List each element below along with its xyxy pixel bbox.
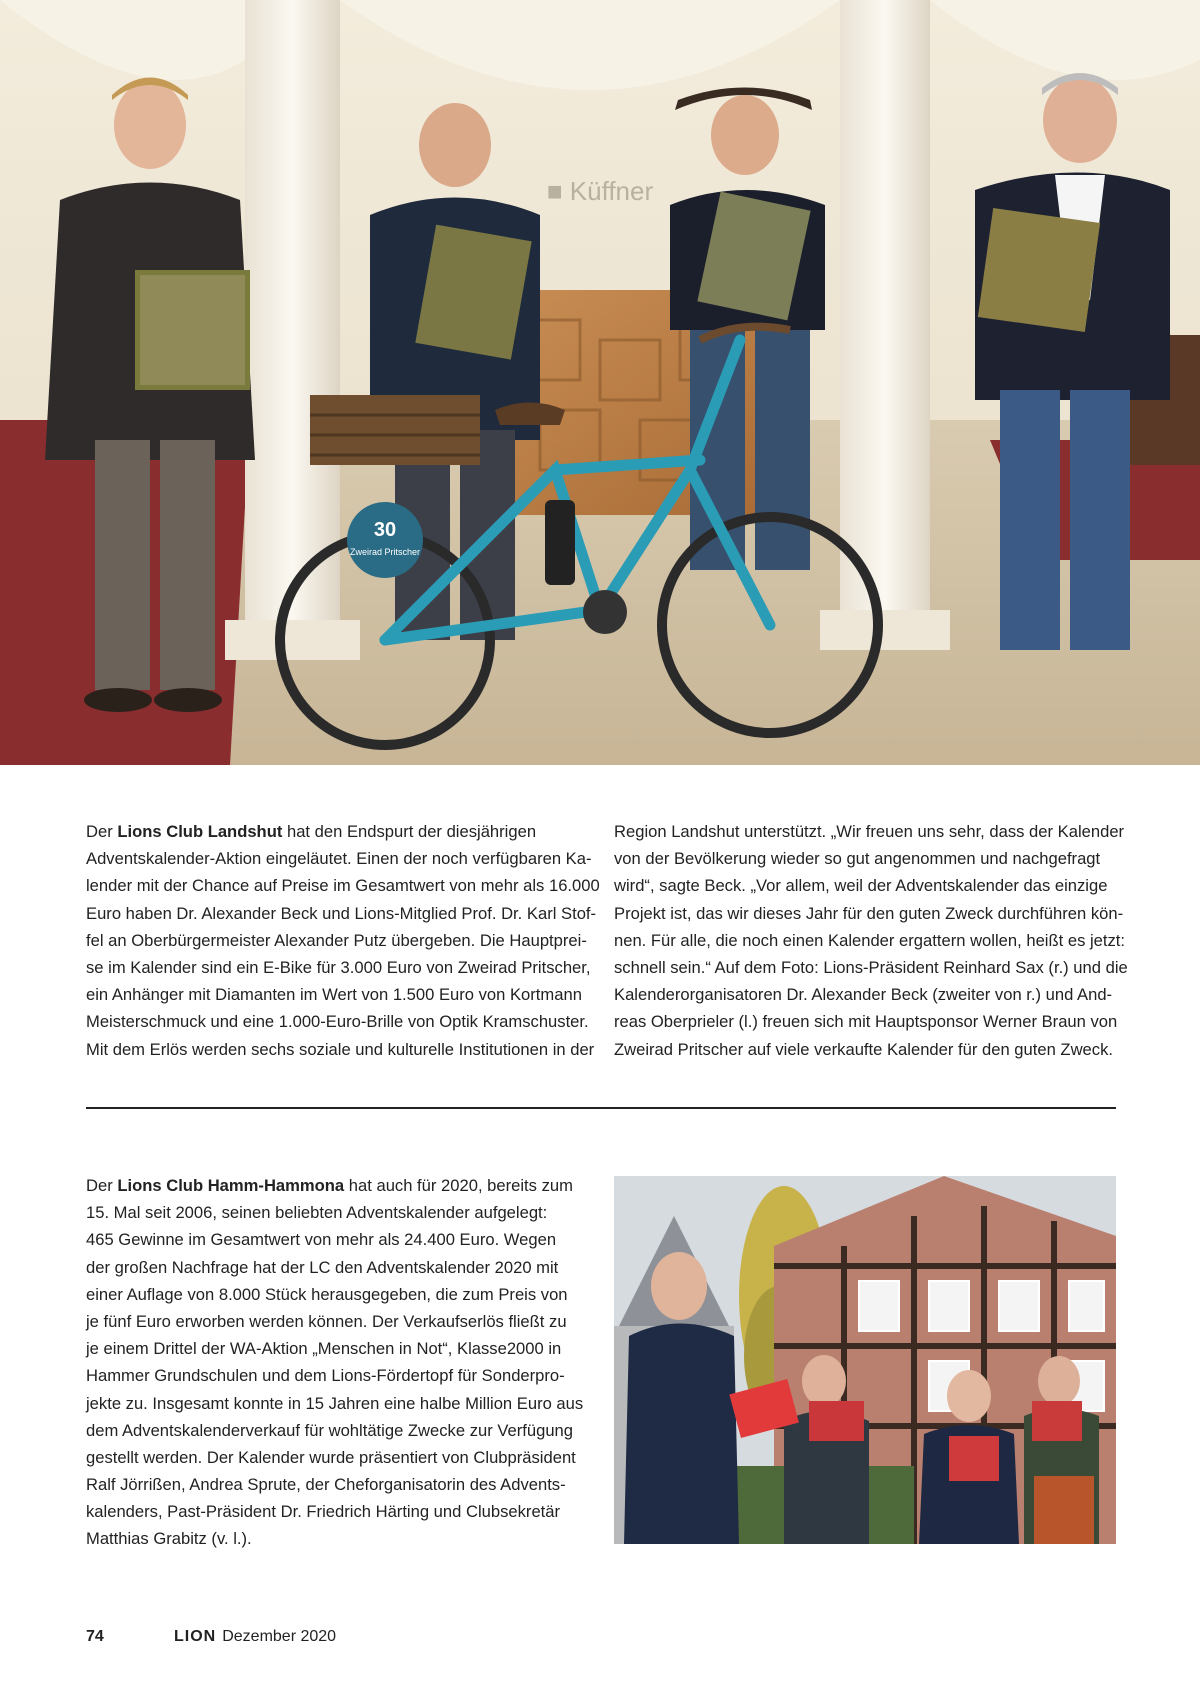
text-line bbox=[614, 1036, 1119, 1063]
article-landshut-column-1 bbox=[86, 818, 600, 1063]
page-footer bbox=[86, 1628, 336, 1646]
text-line bbox=[614, 927, 1126, 954]
text-segment: Hammer Grundschulen und dem Lions-Fördertopf für Sonderpro- bbox=[86, 1366, 565, 1386]
text-line bbox=[614, 981, 1119, 1008]
text-segment: von der Bevölkerung wieder so gut angenommen und nachgefragt bbox=[614, 849, 1101, 869]
text-line bbox=[86, 1226, 586, 1253]
text-segment: schnell sein.“ Auf dem Foto: Lions-Präsident Reinhard Sax (r.) und die bbox=[614, 957, 1128, 977]
text-line bbox=[86, 1525, 586, 1552]
text-segment: Projekt ist, das wir dieses Jahr für den guten Zweck durchführen kön- bbox=[614, 903, 1124, 923]
text-segment: Der bbox=[86, 822, 118, 841]
text-segment: je einem Drittel der WA-Aktion „Menschen in Not“, Klasse2000 in bbox=[86, 1339, 562, 1359]
text-line bbox=[86, 1444, 586, 1471]
text-line bbox=[86, 872, 600, 899]
text-segment: Matthias Grabitz (v. l.). bbox=[86, 1529, 252, 1549]
text-segment: hat auch für 2020, bereits zum bbox=[344, 1176, 573, 1195]
badge-number: 30 bbox=[373, 519, 397, 541]
text-line bbox=[86, 1008, 591, 1035]
text-segment: dem Adventskalenderverkauf für wohltätige Zwecke zur Verfügung bbox=[86, 1420, 574, 1440]
magazine-name: LION bbox=[174, 1628, 217, 1645]
text-line bbox=[86, 1471, 586, 1498]
article-landshut-column-2 bbox=[614, 818, 1128, 1063]
text-line bbox=[86, 981, 591, 1008]
text-segment: Region Landshut unterstützt. „Wir freuen uns sehr, dass der Kalender bbox=[614, 822, 1125, 841]
text-line bbox=[614, 900, 1124, 927]
text-line bbox=[86, 954, 591, 981]
text-segment: gestellt werden. Der Kalender wurde präsentiert von Clubpräsident bbox=[86, 1447, 576, 1467]
page-number: 74 bbox=[86, 1628, 104, 1645]
text-segment: 15. Mal seit 2006, seinen beliebten Adventskalender aufgelegt: bbox=[86, 1203, 548, 1223]
svg-text:■ Küffner: ■ Küffner bbox=[546, 176, 654, 206]
text-segment: Mit dem Erlös werden sechs soziale und kulturelle Institutionen in der bbox=[86, 1039, 595, 1059]
text-segment: 465 Gewinne im Gesamtwert von mehr als 24.400 Euro. Wegen bbox=[86, 1230, 557, 1250]
text-segment: lender mit der Chance auf Preise im Gesamtwert von mehr als 16.000 bbox=[86, 876, 600, 896]
text-segment: ein Anhänger mit Diamanten im Wert von 1.500 Euro von Kortmann bbox=[86, 985, 582, 1005]
text-line bbox=[614, 872, 1119, 899]
text-segment: kalenders, Past-Präsident Dr. Friedrich Härting und Clubsekretär bbox=[86, 1502, 561, 1522]
text-line bbox=[86, 818, 591, 845]
text-line bbox=[614, 954, 1128, 981]
text-line bbox=[86, 1199, 586, 1226]
text-segment: Ralf Jörrißen, Andrea Sprute, der Cheforganisatorin des Advents- bbox=[86, 1475, 566, 1495]
text-line bbox=[86, 1254, 586, 1281]
text-line bbox=[86, 900, 597, 927]
badge-sign-text: Zweirad Pritscher bbox=[349, 547, 421, 557]
photo-lions-club-hamm-hammona bbox=[614, 1176, 1116, 1544]
text-segment: Der bbox=[86, 1176, 118, 1195]
text-line bbox=[86, 1362, 586, 1389]
photo-lions-club-landshut bbox=[0, 0, 1200, 765]
text-line bbox=[86, 1281, 586, 1308]
text-segment: einer Auflage von 8.000 Stück herausgegeben, die zum Preis von bbox=[86, 1284, 568, 1304]
club-name: Lions Club Hamm-Hammona bbox=[117, 1176, 345, 1195]
text-segment: Kalenderorganisatoren Dr. Alexander Beck (zweiter von r.) und And- bbox=[614, 985, 1113, 1005]
article-hamm-hammona-text bbox=[86, 1172, 586, 1553]
text-segment: je fünf Euro erworben werden können. Der Verkaufserlös fließt zu bbox=[86, 1311, 567, 1331]
text-line bbox=[86, 1390, 586, 1417]
article-divider bbox=[86, 1107, 1116, 1109]
club-name: Lions Club Landshut bbox=[117, 822, 283, 841]
text-segment: fel an Oberbürgermeister Alexander Putz übergeben. Die Hauptprei- bbox=[86, 930, 587, 950]
text-line bbox=[86, 1172, 586, 1199]
text-line bbox=[614, 818, 1125, 845]
text-segment: se im Kalender sind ein E-Bike für 3.000 Euro von Zweirad Pritscher, bbox=[86, 957, 591, 977]
text-line bbox=[86, 1308, 586, 1335]
text-segment: Zweirad Pritscher auf viele verkaufte Kalender für den guten Zweck. bbox=[614, 1039, 1113, 1059]
text-line bbox=[614, 845, 1119, 872]
text-segment: wird“, sagte Beck. „Vor allem, weil der Adventskalender das einzige bbox=[614, 876, 1108, 896]
text-segment: Euro haben Dr. Alexander Beck und Lions-Mitglied Prof. Dr. Karl Stof- bbox=[86, 903, 597, 923]
text-segment: der großen Nachfrage hat der LC den Adventskalender 2020 mit bbox=[86, 1257, 559, 1277]
text-line bbox=[86, 1498, 586, 1525]
text-line bbox=[86, 1417, 586, 1444]
text-line bbox=[86, 1335, 586, 1362]
text-segment: reas Oberprieler (l.) freuen sich mit Hauptsponsor Werner Braun von bbox=[614, 1012, 1118, 1032]
text-segment: hat den Endspurt der diesjährigen bbox=[282, 822, 537, 841]
text-line bbox=[86, 1036, 595, 1063]
text-segment: jekte zu. Insgesamt konnte in 15 Jahren eine halbe Million Euro aus bbox=[86, 1393, 584, 1413]
text-segment: Adventskalender-Aktion eingeläutet. Einen der noch verfügbaren Ka- bbox=[86, 849, 592, 869]
text-line bbox=[614, 1008, 1119, 1035]
issue-date: Dezember 2020 bbox=[222, 1628, 337, 1645]
text-segment: nen. Für alle, die noch einen Kalender ergattern wollen, heißt es jetzt: bbox=[614, 930, 1126, 950]
text-line bbox=[86, 927, 591, 954]
text-segment: Meisterschmuck und eine 1.000-Euro-Brille von Optik Kramschuster. bbox=[86, 1012, 589, 1032]
text-line bbox=[86, 845, 591, 872]
